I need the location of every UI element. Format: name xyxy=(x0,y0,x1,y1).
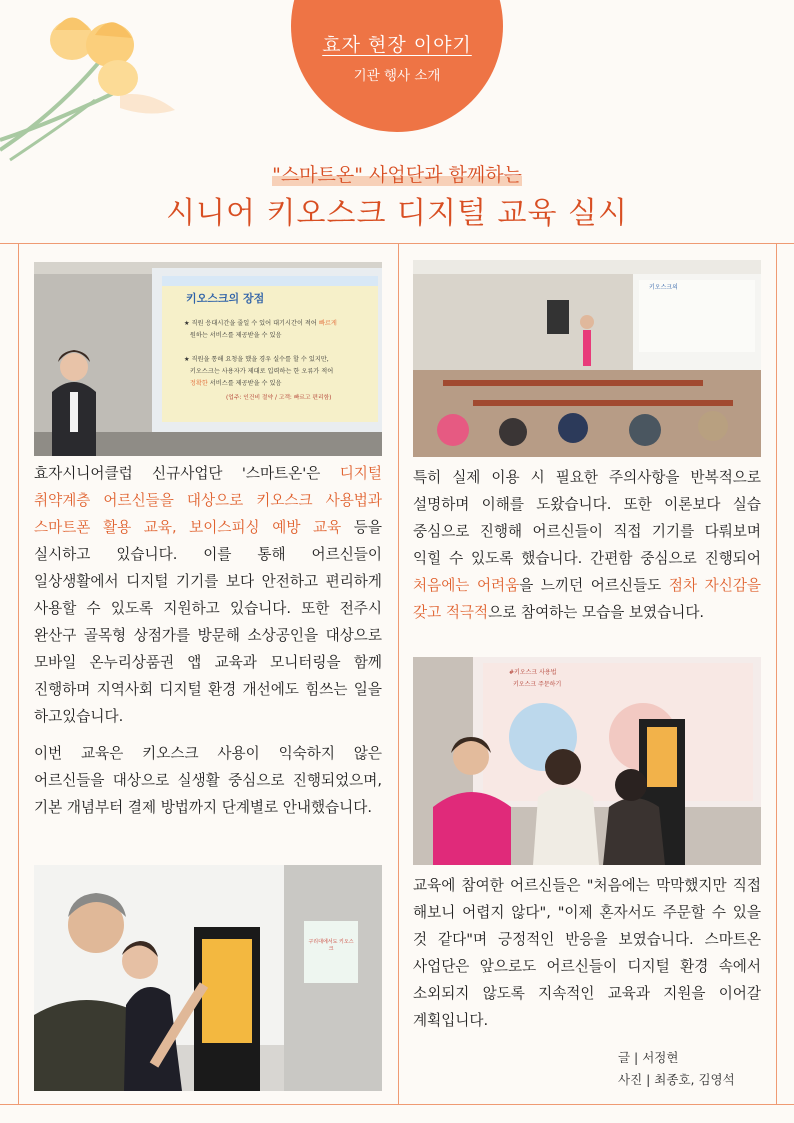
right-paragraph-1: 특히 실제 이용 시 필요한 주의사항을 반복적으로 설명하며 이해를 도왔습니다. 또한 이론보다 실습 중심으로 진행해 어르신들이 직접 기기를 다뤄보며 익힐 수 있도록 했습니다. 간편함 중심으로 진행되어 처음에는 어려움을 느끼던 어르신들도 점차 자신감을 갖고 적극적으로 참여하는 모습을 보였습니다. xyxy=(413,469,762,621)
slide2-title: 키오스크의 xyxy=(649,284,678,291)
frame-right xyxy=(776,243,777,1104)
frame-middle xyxy=(398,243,399,1104)
section-subtitle: 기관 행사 소개 xyxy=(353,68,441,84)
photo-kiosk-user xyxy=(34,865,382,1091)
tulip-decoration xyxy=(0,0,180,170)
photo-presenter-slide xyxy=(34,262,382,456)
headline-kicker: "스마트온" 사업단과 함께하는 xyxy=(272,164,522,186)
frame-top xyxy=(0,243,794,244)
photo-credit: 사진 | 최종호, 김영석 xyxy=(618,1072,735,1087)
slide-note: (업주: 인건비 절약 / 고객: 빠르고 편리함) xyxy=(226,395,332,401)
photo-kiosk-demo xyxy=(413,657,761,865)
credits xyxy=(618,1047,735,1091)
section-title: 효자 현장 이야기 xyxy=(322,34,472,56)
slide-title: 키오스크의 장점 xyxy=(186,292,265,305)
slide-point-1: ★ 직원 응대시간을 줄일 수 있어 대기시간이 적어 빠르게 원하는 서비스를 제공받을 수 있음 xyxy=(184,320,337,339)
frame-left xyxy=(18,243,19,1104)
slide3-top: #키오스크 사용법 xyxy=(509,669,557,676)
headline: 시니어 키오스크 디지털 교육 실시 xyxy=(166,196,628,231)
kiosk-poster: 구리대에서도 키오스크 xyxy=(308,939,354,952)
left-paragraph-1: 효자시니어클럽 신규사업단 '스마트온'은 디지털 취약계층 어르신들을 대상으로 키오스크 사용법과 스마트폰 활용 교육, 보이스피싱 예방 교육 등을 실시하고 있습니다. 이를 통해 어르신들이 일상생활에서 디지털 기기를 보다 안전하고 편리하게 사용할 수 있도록 지원하고 있습니다. 또한 전주시 완산구 골목형 상점가를 방문해 소상공인을 대상으로 모바일 온누리상품권 앱 교육과 모니터링을 함께 진행하며 지역사회 디지털 환경 개선에도 힘쓰는 일을 하고있습니다. xyxy=(34,465,382,725)
right-paragraph-2: 교육에 참여한 어르신들은 "처음에는 막막했지만 직접 해보니 어렵지 않다", "이제 혼자서도 주문할 수 있을 것 같다"며 긍정적인 반응을 보였습니다. 스마트온 사업단은 앞으로도 어르신들이 디지털 환경 속에서 소외되지 않도록 지속적인 교육과 지원을 이어갈 계획입니다. xyxy=(413,877,761,1029)
slide3-mid: 키오스크 주문하기 xyxy=(513,681,562,688)
frame-bottom xyxy=(0,1104,794,1105)
left-paragraph-2: 이번 교육은 키오스크 사용이 익숙하지 않은 어르신들을 대상으로 실생활 중심으로 진행되었으며, 기본 개념부터 결제 방법까지 단계별로 안내했습니다. xyxy=(34,745,382,816)
photo-classroom xyxy=(413,260,761,457)
writer-credit: 글 | 서정현 xyxy=(618,1050,679,1065)
slide-point-2: ★ 직원을 통해 요청을 했을 경우 실수를 할 수 있지만, 키오스크는 사용자가 제대로 입력하는 한 오류가 적어 정확한 서비스를 제공받을 수 있음 xyxy=(184,356,334,387)
